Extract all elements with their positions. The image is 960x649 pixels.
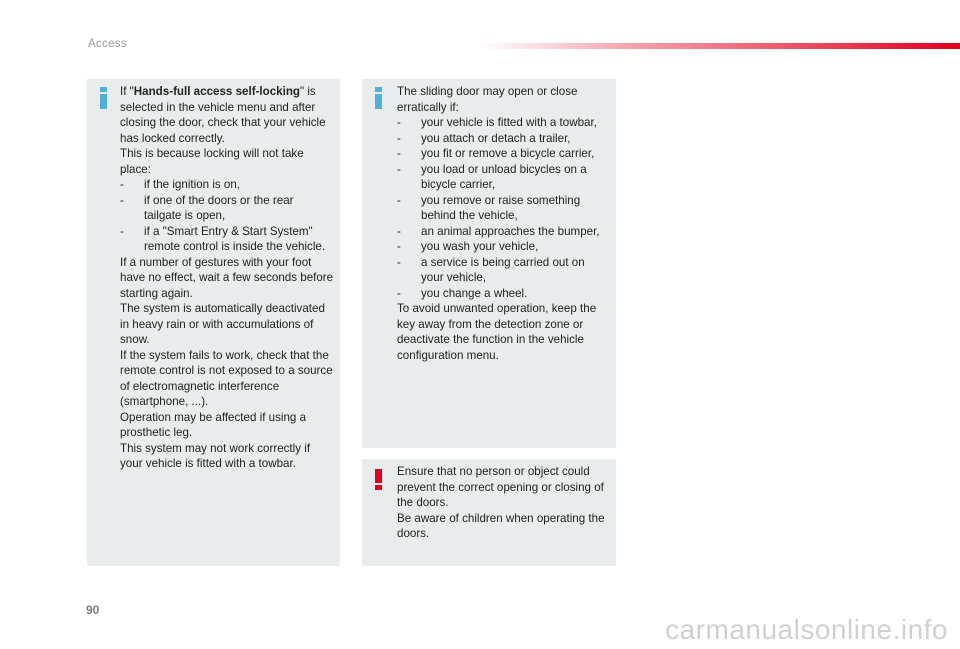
list-item: - your vehicle is fitted with a towbar,: [397, 116, 597, 129]
list-item: - a service is being carried out on your vehicle,: [397, 255, 585, 284]
info-note-hands-free-locking: [87, 79, 340, 566]
note-text: [397, 84, 610, 363]
reason-paragraph: This is because locking will not take place:: [120, 147, 304, 176]
list-item: - if a "Smart Entry & Start System" remote control is inside the vehicle.: [120, 224, 326, 253]
list-item: - you load or unload bicycles on a bicycle carrier,: [397, 162, 587, 191]
list-item: - you wash your vehicle,: [397, 240, 539, 253]
paragraph: If the system fails to work, check that the remote control is not exposed to a source of electromagnetic interference (smartphone, ...).: [120, 348, 333, 408]
feature-name: Hands-full access self-locking: [133, 85, 301, 98]
intro-paragraph: If "Hands-full access self-locking" is selected in the vehicle menu and after closing the door, check that your vehicle has locked correctly.: [120, 85, 326, 145]
page-number: 90: [86, 603, 100, 617]
list-item: - you remove or raise something behind the vehicle,: [397, 193, 581, 222]
watermark: carmanualsonline.info: [665, 614, 948, 645]
info-note-sliding-door: [362, 79, 616, 448]
outro-paragraph: To avoid unwanted operation, keep the key away from the detection zone or deactivate the function in the vehicle configuration menu.: [397, 302, 597, 362]
paragraph: This system may not work correctly if your vehicle is fitted with a towbar.: [120, 441, 311, 470]
list-item: - an animal approaches the bumper,: [397, 224, 600, 238]
list-item: - if the ignition is on,: [120, 178, 241, 191]
list-item: - if one of the doors or the rear tailgate is open,: [120, 193, 294, 222]
warning-icon: [374, 469, 383, 489]
paragraph: Ensure that no person or object could prevent the correct opening or closing of the doors.: [397, 465, 604, 509]
section-title: Access: [88, 38, 127, 50]
warning-note-doors: [362, 459, 616, 566]
header-accent-bar: [480, 43, 960, 49]
paragraph: Operation may be affected if using a prosthetic leg.: [120, 410, 307, 439]
intro-paragraph: The sliding door may open or close erratically if:: [397, 85, 578, 114]
note-text: [397, 464, 610, 542]
list-item: - you attach or detach a trailer,: [397, 131, 571, 145]
info-icon: [374, 87, 383, 109]
list-item: - you fit or remove a bicycle carrier,: [397, 147, 595, 160]
paragraph: Be aware of children when operating the doors.: [397, 511, 605, 540]
paragraph: The system is automatically deactivated in heavy rain or with accumulations of snow.: [120, 302, 325, 346]
paragraph: If a number of gestures with your foot have no effect, wait a few seconds before starting again.: [120, 255, 334, 300]
list-item: - you change a wheel.: [397, 286, 528, 300]
info-icon: [99, 87, 108, 109]
note-text: [120, 84, 334, 472]
